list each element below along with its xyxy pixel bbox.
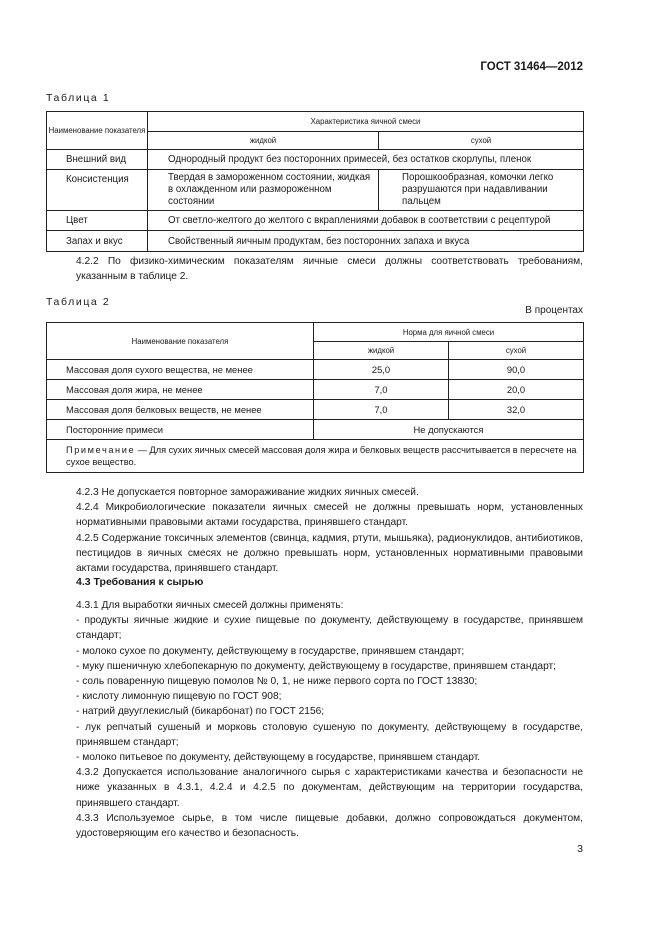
table-row xyxy=(47,211,584,231)
list-item: - муку пшеничную хлебопекарную по документу, действующему в государстве, принявшем стандарт; xyxy=(76,660,557,672)
section-title: 4.3 Требования к сырью xyxy=(76,576,204,588)
list-item: - молоко сухое по документу, действующему в государстве, принявшем стандарт; xyxy=(76,645,465,657)
table1-row-value: Свойственный яичным продуктам, без посторонних запаха и вкуса xyxy=(148,231,584,252)
table1-caption: Таблица 1 xyxy=(46,92,111,104)
table1-row-value: От светло-желтого до желтого с вкраплениями добавок в соответствии с рецептурой xyxy=(148,211,584,231)
table1-row-name: Запах и вкус xyxy=(47,231,148,252)
list-item: - кислоту лимонную пищевую по ГОСТ 908; xyxy=(76,691,282,703)
table2-col-name: Наименование показателя xyxy=(47,323,314,360)
paragraph-4-2-2: 4.2.2 По физико-химическим показателям яичные смеси должны соответствовать требованиям, указанным в таблице 2. xyxy=(76,256,583,283)
table2-row-dry: 32,0 xyxy=(449,400,584,420)
table1-col-name: Наименование показателя xyxy=(47,112,148,150)
paragraph-4-2-4: 4.2.4 Микробиологические показатели яичных смесей не должны превышать норм, установленных нормативными правовыми актами государства, принявшего стандарт. xyxy=(76,502,583,529)
paragraph-4-3-2: 4.3.2 Допускается использование аналогичного сырья с характеристиками качества и безопасности не ниже указанных в 4.3.1, 4.2.4 и 4.2.5 по документам, действующим на территории государства, принявшего стандарт. xyxy=(76,767,583,809)
table2-impurities-value: Не допускаются xyxy=(314,420,584,440)
table2-row-dry: 20,0 xyxy=(449,380,584,400)
table2-col-liquid: жидкой xyxy=(314,342,449,360)
table2-note-row xyxy=(47,440,584,473)
table2-caption: Таблица 2 xyxy=(46,296,111,308)
table2-row-liquid: 7,0 xyxy=(314,400,449,420)
paragraph-4-2-5: 4.2.5 Содержание токсичных элементов (свинца, кадмия, ртути, мышьяка), радионуклидов, антибиотиков, пестицидов в яичных смесях не должно превышать норм, установленных нормативными правовыми актами государства, принявшего стандарт. xyxy=(76,532,583,575)
paragraph-4-3-1: 4.3.1 Для выработки яичных смесей должны применять: xyxy=(76,600,344,611)
table2-row-liquid: 25,0 xyxy=(314,360,449,380)
table2-col-group: Норма для яичной смеси xyxy=(314,323,584,342)
table-row xyxy=(47,420,584,440)
table2-note xyxy=(47,440,584,473)
paragraphs-4-3 xyxy=(46,598,583,841)
table1-row-name: Внешний вид xyxy=(47,150,148,170)
table1-row-name: Цвет xyxy=(47,211,148,231)
table-row xyxy=(47,231,584,252)
list-item: - натрий двууглекислый (бикарбонат) по ГОСТ 2156; xyxy=(76,706,325,718)
table2-impurities-name: Посторонние примеси xyxy=(47,420,314,440)
table2-row-name: Массовая доля жира, не менее xyxy=(47,380,314,400)
table1-col-liquid: жидкой xyxy=(148,132,379,150)
table-row xyxy=(47,400,584,420)
note-label: Примечание xyxy=(66,445,136,455)
table1-row-value: Однородный продукт без посторонних примесей, без остатков скорлупы, пленок xyxy=(148,150,584,170)
table2-row-dry: 90,0 xyxy=(449,360,584,380)
paragraph-4-2-3: 4.2.3 Не допускается повторное замораживание жидких яичных смесей. xyxy=(76,487,419,498)
table2-row-liquid: 7,0 xyxy=(314,380,449,400)
table-row xyxy=(47,150,584,170)
table2-col-dry: сухой xyxy=(449,342,584,360)
table2-row-name: Массовая доля белковых веществ, не менее xyxy=(47,400,314,420)
list-item: - лук репчатый сушеный и морковь столовую сушеную по документу, действующему в государстве, принявшем стандарт; xyxy=(76,721,583,748)
table1-row-dry: Порошкообразная, комочки легко разрушаются при надавливании пальцем xyxy=(379,170,584,211)
paragraphs-4-2-3-to-4-2-5 xyxy=(46,485,583,576)
list-item: - молоко питьевое по документу, действующему в государстве, принявшем стандарт. xyxy=(76,752,481,764)
list-item: - продукты яичные жидкие и сухие пищевые по документу, действующему в государстве, принявшем стандарт; xyxy=(76,615,583,642)
table1-row-name: Консистенция xyxy=(47,170,148,211)
document-id: ГОСТ 31464—2012 xyxy=(480,61,583,73)
note-text: — Для сухих яичных смесей массовая доля жира и белковых веществ рассчитывается в пересчете на сухое вещество. xyxy=(66,445,577,467)
table-row xyxy=(47,360,584,380)
table1-col-dry: сухой xyxy=(379,132,584,150)
table1 xyxy=(46,111,584,252)
table-row xyxy=(47,170,584,211)
table-row xyxy=(47,380,584,400)
table2-units: В процентах xyxy=(525,305,583,316)
list-item: - соль поваренную пищевую помолов № 0, 1, не ниже первого сорта по ГОСТ 13830; xyxy=(76,676,478,688)
paragraph-4-3-3: 4.3.3 Используемое сырье, в том числе пищевые добавки, должно сопровождаться документом, удостоверяющим его качество и безопасность. xyxy=(76,812,583,840)
table1-col-group: Характеристика яичной смеси xyxy=(148,112,584,132)
page-number: 3 xyxy=(577,843,583,855)
table2-row-name: Массовая доля сухого вещества, не менее xyxy=(47,360,314,380)
table1-row-liquid: Твердая в замороженном состоянии, жидкая в охлажденном или размороженном состоянии xyxy=(148,170,379,211)
table2 xyxy=(46,322,584,473)
